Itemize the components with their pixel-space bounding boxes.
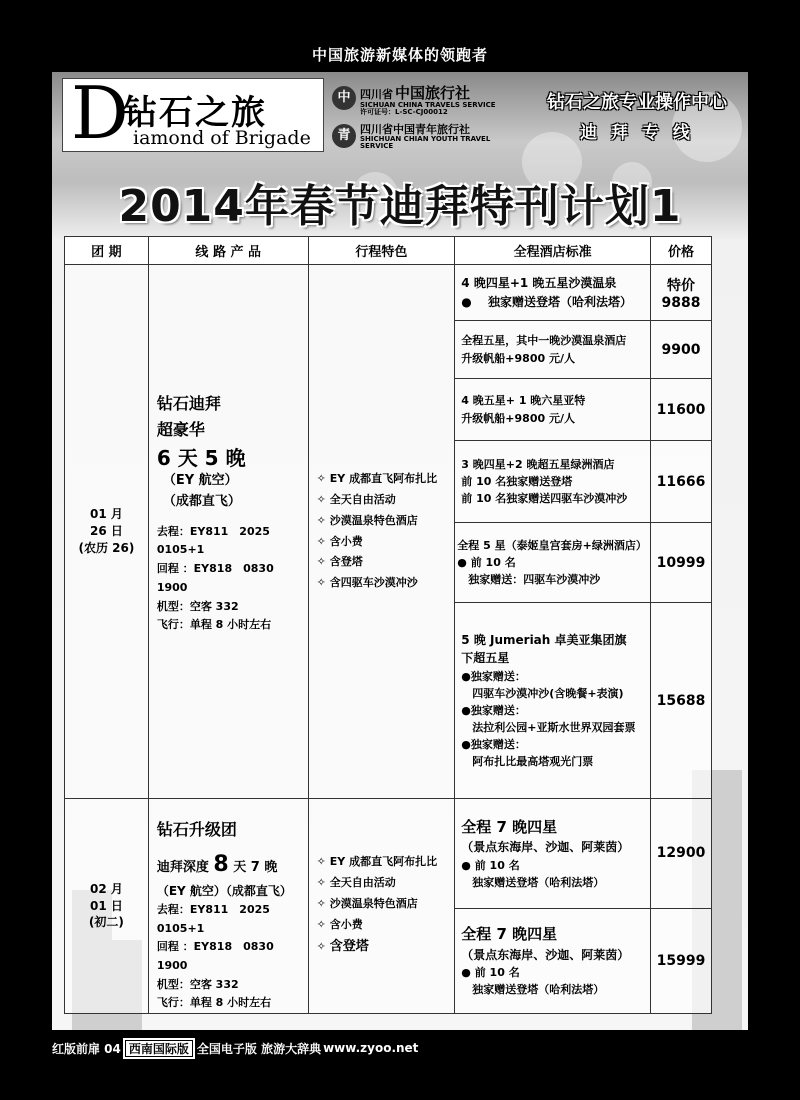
price: 12900 xyxy=(650,799,711,909)
route-name: 钻石迪拜 xyxy=(156,394,221,413)
group2-route xyxy=(148,799,308,1014)
table-row xyxy=(65,799,712,909)
feature-item: ✧ 沙漠温泉特色酒店 xyxy=(317,511,455,532)
hotel-option: 4 晚五星+ 1 晚六星亚特 升级帆船+9800 元/人 xyxy=(455,379,651,441)
ad-page xyxy=(52,72,748,1030)
price: 15688 xyxy=(650,603,711,799)
feature-item: ✧ EY 成都直飞阿布扎比 xyxy=(317,469,455,490)
hotel-option: 4 晚四星+1 晚五星沙漠温泉 ● 独家赠送登塔（哈利法塔） xyxy=(455,265,651,321)
dubai-line-subtitle: 迪 拜 专 线 xyxy=(580,123,694,143)
footer xyxy=(52,1038,418,1058)
edition-label: 红版前扉 04 xyxy=(52,1041,121,1056)
website-link[interactable]: www.zyoo.net xyxy=(323,1041,419,1055)
header-group-date: 团 期 xyxy=(65,237,149,265)
feature-item: ✧ 全天自由活动 xyxy=(317,490,455,511)
header-route: 线 路 产 品 xyxy=(148,237,308,265)
route-name: 钻石升级团 xyxy=(156,820,237,839)
feature-item: ✧ 含登塔 xyxy=(317,552,455,573)
hotel-option: 5 晚 Jumeriah 卓美亚集团旗 下超五星 ●独家赠送： 四驱车沙漠冲沙(含晚餐+表演) ●独家赠送： 法拉利公园+亚斯水世界双园套票 ●独家赠送： 阿布扎比最高塔观光门票 xyxy=(455,603,651,799)
route-grade: 超豪华 xyxy=(156,419,205,439)
hotel-option: 全程 7 晚四星 （景点东海岸、沙迦、阿莱茵） ● 前 10 名 独家赠送登塔（哈利法塔） xyxy=(455,908,651,1013)
hotel-option: 3 晚四星+2 晚超五星绿洲酒店 前 10 名独家赠送登塔 前 10 名独家赠送四驱车沙漠冲沙 xyxy=(455,441,651,523)
flight-duration: 飞行：单程 8 小时左右 xyxy=(156,996,272,1010)
page-title: 2014年春节迪拜特刊计划1 xyxy=(118,181,682,232)
agency-youth-travel xyxy=(332,124,522,150)
flight-return: 回程 ：EY818 0830 1900 xyxy=(156,940,274,973)
operation-center-title: 钻石之旅专业操作中心 xyxy=(547,92,727,113)
price: 11666 xyxy=(650,441,711,523)
feature-item: ✧ EY 成都直飞阿布扎比 xyxy=(317,852,455,873)
price: 特价 9888 xyxy=(650,265,711,321)
special-price-label: 特价 xyxy=(666,277,695,294)
agency1-prefix: 四川省 xyxy=(360,88,393,101)
price: 10999 xyxy=(650,523,711,603)
flight-duration: 飞行：单程 8 小时左右 xyxy=(156,618,272,632)
route-duration: 迪拜深度 8 天 7 晚 xyxy=(156,851,278,877)
agency1-english: SICHUAN CHINA TRAVELS SERVICE xyxy=(360,100,496,109)
feature-item: ✧ 含四驱车沙漠冲沙 xyxy=(317,573,455,594)
flight-outbound: 去程：EY811 2025 0105+1 xyxy=(156,902,270,935)
group1-date: 01 月 26 日 (农历 26) xyxy=(65,265,149,799)
hotel-option: 全程 5 星（泰姬皇宫套房+绿洲酒店） ● 前 10 名 独家赠送：四驱车沙漠冲沙 xyxy=(455,523,651,603)
feature-item: ✧ 含小费 xyxy=(317,532,455,553)
header-features: 行程特色 xyxy=(308,237,455,265)
logo-english: iamond of Brigade xyxy=(133,127,311,149)
hotel-option: 全程 7 晚四星 （景点东海岸、沙迦、阿莱茵） ● 前 10 名 独家赠送登塔（哈利法塔） xyxy=(455,799,651,909)
header-hotel: 全程酒店标准 xyxy=(455,237,651,265)
flight-outbound: 去程：EY811 2025 0105+1 xyxy=(156,524,270,557)
flight-aircraft: 机型：空客 332 xyxy=(156,977,239,991)
route-airline: （EY 航空）（成都直飞） xyxy=(156,883,292,898)
table-row xyxy=(65,265,712,321)
header-price: 价格 xyxy=(650,237,711,265)
footer-text: 全国电子版 旅游大辞典 xyxy=(196,1041,322,1056)
agency-china-travel xyxy=(332,86,496,116)
schedule-table xyxy=(64,236,712,1014)
logo-chinese: 钻石之旅 xyxy=(123,93,267,133)
table-header-row xyxy=(65,237,712,265)
route-airline: （EY 航空） xyxy=(162,473,238,489)
price: 11600 xyxy=(650,379,711,441)
feature-item: ✧ 全天自由活动 xyxy=(317,873,455,894)
group1-features xyxy=(308,265,455,799)
cts-logo-icon: 中 xyxy=(332,86,356,110)
agency1-name: 中国旅行社 xyxy=(395,84,471,102)
price: 9900 xyxy=(650,321,711,379)
agency1-license: 许可证号：L-SC-CJ00012 xyxy=(360,108,448,117)
price: 15999 xyxy=(650,908,711,1013)
feature-item: ✧ 含小费 xyxy=(317,915,455,936)
route-direct: （成都直飞） xyxy=(162,493,241,509)
feature-item: ✧ 含登塔 xyxy=(317,935,455,960)
agency-block xyxy=(332,86,522,152)
flight-aircraft: 机型：空客 332 xyxy=(156,599,239,613)
top-slogan: 中国旅游新媒体的领跑者 xyxy=(311,46,488,64)
diamond-logo xyxy=(62,72,324,155)
logo-letter: D xyxy=(71,72,129,155)
route-duration: 6 天 5 晚 xyxy=(156,446,246,471)
group1-route xyxy=(148,265,308,799)
cyts-logo-icon: 青 xyxy=(332,124,356,148)
group2-date: 02 月 01 日 (初二) xyxy=(65,799,149,1014)
flight-return: 回程 ：EY818 0830 1900 xyxy=(156,562,274,594)
feature-item: ✧ 沙漠温泉特色酒店 xyxy=(317,894,455,915)
edition-tag: 西南国际版 xyxy=(123,1038,195,1059)
group2-features xyxy=(308,799,455,1014)
hotel-option: 全程五星，其中一晚沙漠温泉酒店 升级帆船+9800 元/人 xyxy=(455,321,651,379)
agency2-english: SHICHUAN CHIAN YOUTH TRAVEL SERVICE xyxy=(360,134,491,150)
agency2-name: 四川省中国青年旅行社 xyxy=(360,123,470,136)
